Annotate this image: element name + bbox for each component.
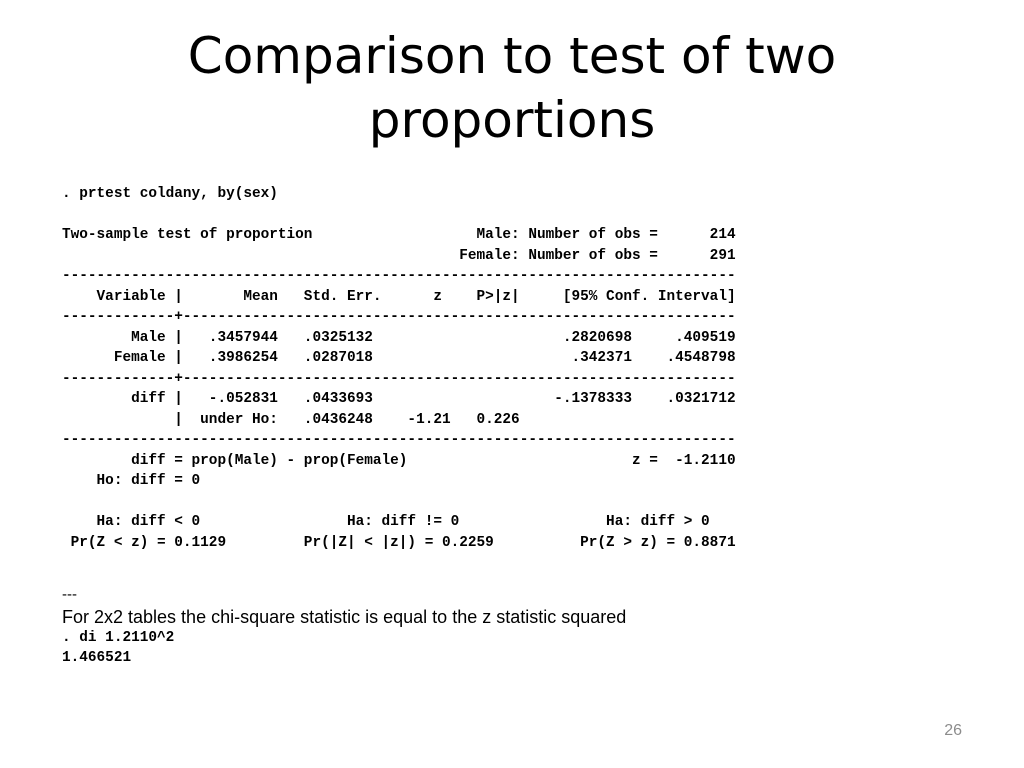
stata-output-line [62,205,736,226]
stata-output-line: diff | -.052831 .0433693 -.1378333 .0321712 [62,391,736,407]
stata-output-line: -------------+---------------------------------------------------------------- [62,370,736,387]
stata-output [62,184,736,553]
stata-output-line: Ha: diff < 0 Ha: diff != 0 Ha: diff > 0 [62,514,710,530]
stata-output-line [62,492,736,513]
slide-title-line-1: Comparison to test of two [187,27,837,85]
stata-output-line: Female: Number of obs = 291 [62,247,736,264]
stata-output-line: Pr(Z < z) = 0.1129 Pr(|Z| < |z|) = 0.2259 Pr(Z > z) = 0.8871 [62,534,736,551]
stata-output-line: Variable | Mean Std. Err. z P>|z| [95% Conf. Interval] [62,288,736,305]
stata-output-line: Female | .3986254 .0287018 .342371 .4548798 [62,350,736,366]
page-number: 26 [944,722,962,739]
note-separator: --- [62,586,77,603]
note-command: . di 1.2110^2 [62,630,175,646]
note-block [62,584,626,668]
stata-output-line: . prtest coldany, by(sex) [62,186,278,202]
stata-output-line: Ho: diff = 0 [62,473,201,489]
stata-output-line: ------------------------------------------------------------------------------ [62,268,736,284]
slide-title [100,24,924,152]
stata-output-line: ------------------------------------------------------------------------------ [62,432,736,448]
note-text: For 2x2 tables the chi-square statistic is equal to the z statistic squared [62,607,627,627]
stata-output-line: Male | .3457944 .0325132 .2820698 .409519 [62,329,736,346]
stata-output-line: diff = prop(Male) - prop(Female) z = -1.2110 [62,452,736,469]
stata-output-line: | under Ho: .0436248 -1.21 0.226 [62,411,520,428]
note-result: 1.466521 [62,650,132,666]
slide-title-line-2: proportions [368,91,656,149]
stata-output-line: Two-sample test of proportion Male: Number of obs = 214 [62,227,736,243]
stata-output-line: -------------+---------------------------------------------------------------- [62,309,736,325]
